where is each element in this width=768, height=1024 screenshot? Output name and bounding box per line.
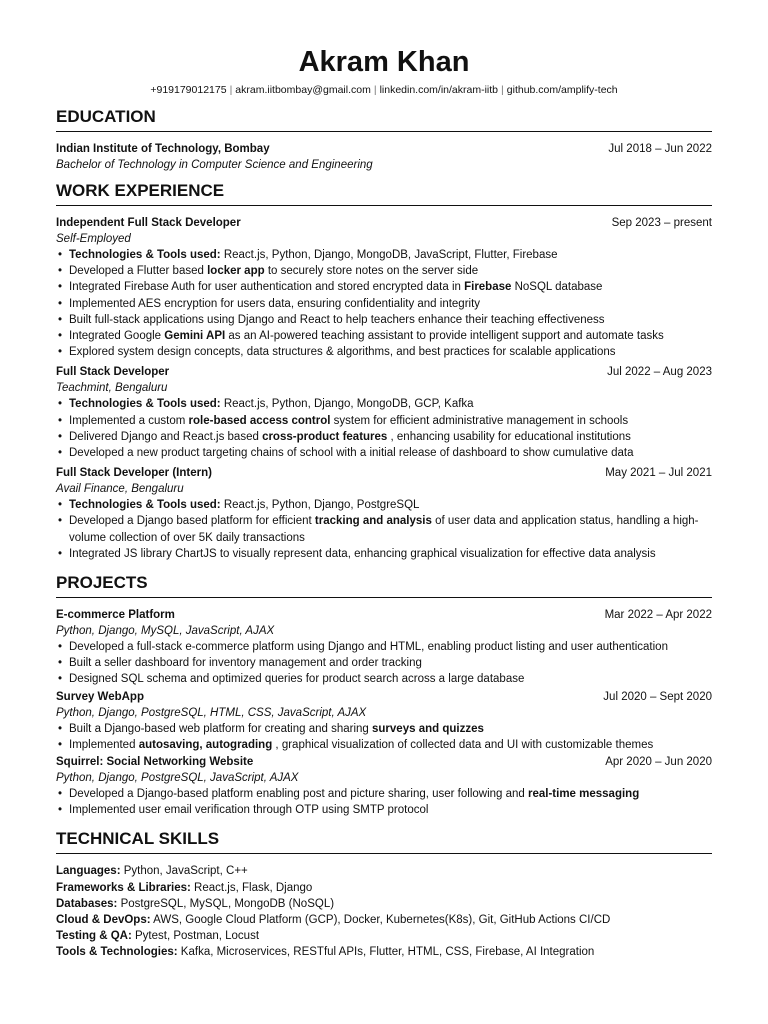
employer: Teachmint, Bengaluru <box>56 382 168 395</box>
email-link[interactable]: akram.iitbombay@gmail.com <box>235 84 371 96</box>
bullet-item: • Developed a full-stack e-commerce platform using Django and HTML, enabling product listing and user authentication <box>56 639 712 655</box>
employer: Self-Employed <box>56 233 131 245</box>
job-title: Independent Full Stack Developer <box>56 217 241 229</box>
section-title-work: WORK EXPERIENCE <box>56 181 225 200</box>
section-title-projects: PROJECTS <box>56 573 148 593</box>
bullet-list <box>56 396 712 461</box>
entry-header <box>56 141 712 157</box>
candidate-name: Akram Khan <box>298 46 470 78</box>
separator: | <box>229 84 233 96</box>
work-section <box>56 181 712 562</box>
skills-list <box>56 863 712 960</box>
entry-dates: Sep 2023 – present <box>611 217 712 229</box>
project-entry <box>56 754 712 818</box>
entry-header <box>56 607 712 623</box>
entry-dates: Jul 2022 – Aug 2023 <box>607 366 712 379</box>
skill-row: Frameworks & Libraries: React.js, Flask, Django <box>56 881 313 894</box>
work-entry <box>56 215 712 360</box>
project-entry <box>56 607 712 688</box>
bullet-item: • Implemented autosaving, autograding , graphical visualization of collected data and UI with customizable themes <box>56 737 712 753</box>
skill-row: Databases: PostgreSQL, MySQL, MongoDB (NoSQL) <box>56 897 335 910</box>
bullet-item: • Integrated JS library ChartJS to visually represent data, enhancing graphical visualization for effective data analysis <box>56 546 712 562</box>
bullet-item: • Built full-stack applications using Django and React to help teachers enhance their teaching effectiveness <box>56 312 712 328</box>
job-title: Full Stack Developer <box>56 366 170 379</box>
section-title-education: EDUCATION <box>56 107 156 126</box>
bullet-item: • Technologies & Tools used: React.js, Python, Django, PostgreSQL <box>56 497 712 513</box>
bullet-list <box>56 247 712 360</box>
skill-row: Tools & Technologies: Kafka, Microservices, RESTful APIs, Flutter, HTML, CSS, Firebase, AI Integration <box>56 946 595 959</box>
bullet-item: • Developed a new product targeting chains of school with a initial release of dashboard to show cumulative data <box>56 445 712 461</box>
project-stack: Python, Django, PostgreSQL, JavaScript, AJAX <box>56 772 299 785</box>
bullet-item: • Developed a Django based platform for efficient tracking and analysis of user data and application status, handling a high-volume collection of over 5K daily transactions <box>56 513 712 545</box>
separator: | <box>373 84 377 96</box>
bullet-item: • Built a seller dashboard for inventory management and order tracking <box>56 655 712 671</box>
bullet-item: • Designed SQL schema and optimized queries for product search across a large database <box>56 671 712 687</box>
job-title: Full Stack Developer (Intern) <box>56 467 212 480</box>
project-stack: Python, Django, PostgreSQL, HTML, CSS, JavaScript, AJAX <box>56 706 367 719</box>
bullet-item: • Developed a Flutter based locker app to securely store notes on the server side <box>56 263 712 279</box>
project-stack: Python, Django, MySQL, JavaScript, AJAX <box>56 625 275 638</box>
skill-row: Languages: Python, JavaScript, C++ <box>56 865 248 878</box>
separator: | <box>501 84 504 96</box>
section-divider <box>56 205 712 206</box>
bullet-item: • Delivered Django and React.js based cross-product features , enhancing usability for educational institutions <box>56 429 712 445</box>
bullet-list <box>56 721 712 753</box>
entry-header <box>56 689 712 705</box>
work-entry <box>56 364 712 461</box>
bullet-item: • Explored system design concepts, data structures & algorithms, and best practices for scalable applications <box>56 344 712 360</box>
bullet-item: • Technologies & Tools used: React.js, Python, Django, MongoDB, GCP, Kafka <box>56 396 712 412</box>
entry-dates: Apr 2020 – Jun 2020 <box>605 756 712 769</box>
education-entry <box>56 141 712 173</box>
entry-header <box>56 215 712 231</box>
skill-row: Cloud & DevOps: AWS, Google Cloud Platform (GCP), Docker, Kubernetes(K8s), Git, GitHub Actions CI/CD <box>56 914 611 927</box>
section-title-skills: TECHNICAL SKILLS <box>56 829 220 849</box>
project-entry <box>56 689 712 753</box>
section-divider <box>56 853 712 854</box>
bullet-item: • Implemented AES encryption for users data, ensuring confidentiality and integrity <box>56 296 712 312</box>
entry-dates: May 2021 – Jul 2021 <box>605 467 712 480</box>
bullet-item: • Technologies & Tools used: React.js, Python, Django, MongoDB, JavaScript, Flutter, Firebase <box>56 247 712 263</box>
school-name: Indian Institute of Technology, Bombay <box>56 143 270 155</box>
project-title: Survey WebApp <box>56 690 144 703</box>
work-entry <box>56 465 712 562</box>
bullet-list <box>56 786 712 818</box>
bullet-list <box>56 497 712 562</box>
section-divider <box>56 597 712 598</box>
degree: Bachelor of Technology in Computer Science and Engineering <box>56 159 373 171</box>
bullet-item: • Implemented user email verification through OTP using SMTP protocol <box>56 802 712 818</box>
phone: +919179012175 <box>150 84 227 96</box>
bullet-item: • Integrated Firebase Auth for user authentication and stored encrypted data in Firebase NoSQL database <box>56 279 712 295</box>
bullet-item: • Integrated Google Gemini API as an AI-powered teaching assistant to provide intelligent support and automate tasks <box>56 328 712 344</box>
entry-header <box>56 754 712 770</box>
projects-section <box>56 573 712 818</box>
entry-header <box>56 465 712 481</box>
employer: Avail Finance, Bengaluru <box>56 483 184 496</box>
education-section <box>56 107 712 173</box>
section-divider <box>56 131 712 132</box>
bullet-item: • Implemented a custom role-based access control system for efficient administrative management in schools <box>56 413 712 429</box>
project-title: E-commerce Platform <box>56 609 175 622</box>
project-title: Squirrel: Social Networking Website <box>56 756 254 769</box>
skills-section <box>56 829 712 960</box>
contact-line <box>56 83 712 97</box>
github-link[interactable]: github.com/amplify-tech <box>506 84 618 96</box>
bullet-item: • Built a Django-based web platform for creating and sharing surveys and quizzes <box>56 721 712 737</box>
entry-header <box>56 364 712 380</box>
skill-row: Testing & QA: Pytest, Postman, Locust <box>56 930 260 943</box>
bullet-list <box>56 639 712 688</box>
entry-dates: Jul 2020 – Sept 2020 <box>603 690 712 703</box>
entry-dates: Jul 2018 – Jun 2022 <box>608 143 712 155</box>
linkedin-link[interactable]: linkedin.com/in/akram-iitb <box>379 84 499 96</box>
bullet-item: • Developed a Django-based platform enabling post and picture sharing, user following and real-time messaging <box>56 786 712 802</box>
entry-dates: Mar 2022 – Apr 2022 <box>604 609 712 622</box>
